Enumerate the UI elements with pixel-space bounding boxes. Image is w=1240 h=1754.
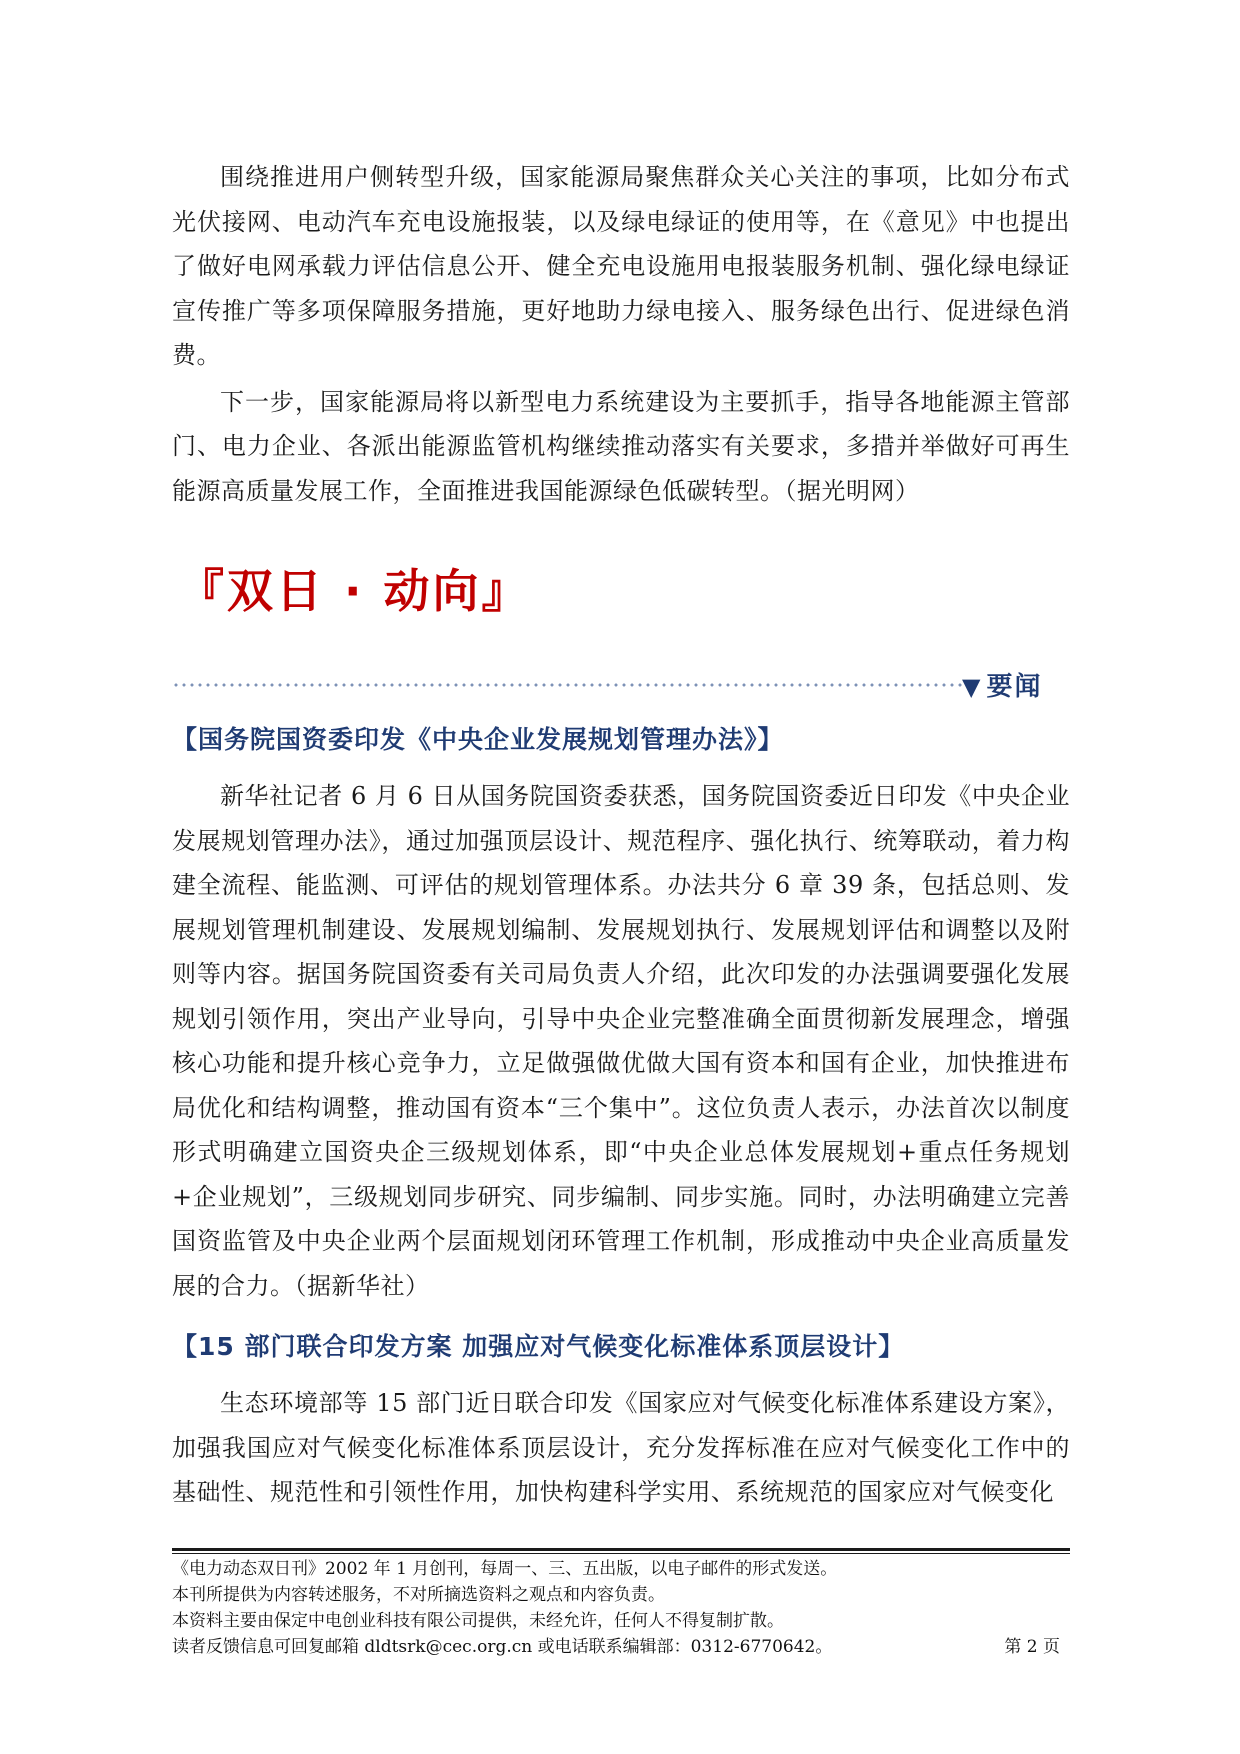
footer-line-4-row <box>172 1634 1070 1660</box>
dotted-line <box>172 683 962 687</box>
intro-text <box>172 155 1070 514</box>
intro-paragraph-1: 围绕推进用户侧转型升级，国家能源局聚焦群众关心关注的事项，比如分布式光伏接网、电动汽车充电设施报装，以及绿电绿证的使用等，在《意见》中也提出了做好电网承载力评估信息公开、健全充电设施用电报装服务机制、强化绿电绿证宣传推广等多项保障服务措施，更好地助力绿电接入、服务绿色出行、促进绿色消费。 <box>172 163 1070 369</box>
footer <box>172 1556 1070 1660</box>
footer-rule <box>172 1548 1070 1551</box>
article-1 <box>172 720 1070 1309</box>
footer-line-3: 本资料主要由保定中电创业科技有限公司提供，未经允许，任何人不得复制扩散。 <box>172 1611 784 1631</box>
article-1-body: 新华社记者 6 月 6 日从国务院国资委获悉，国务院国资委近日印发《中央企业发展规划管理办法》，通过加强顶层设计、规范程序、强化执行、统筹联动，着力构建全流程、能监测、可评估的规划管理体系。办法共分 6 章 39 条，包括总则、发展规划管理机制建设、发展规划编制、发展规划执行、发展规划评估和调整以及附则等内容。据国务院国资委有关司局负责人介绍，此次印发的办法强调要强化发展规划引领作用，突出产业导向，引导中央企业完整准确全面贯彻新发展理念，增强核心功能和提升核心竞争力，立足做强做优做大国有资本和国有企业，加快推进布局优化和结构调整，推动国有资本“三个集中”。这位负责人表示，办法首次以制度形式明确建立国资央企三级规划体系，即“中央企业总体发展规划+重点任务规划+企业规划”，三级规划同步研究、同步编制、同步实施。同时，办法明确建立完善国资监管及中央企业两个层面规划闭环管理工作机制，形成推动中央企业高质量发展的合力。（据新华社） <box>172 782 1070 1300</box>
page-number: 第 2 页 <box>1004 1637 1060 1657</box>
section-divider <box>172 666 1070 706</box>
footer-rule-thin <box>172 1553 1070 1554</box>
article-2-body: 生态环境部等 15 部门近日联合印发《国家应对气候变化标准体系建设方案》，加强我国应对气候变化标准体系顶层设计，充分发挥标准在应对气候变化工作中的基础性、规范性和引领性作用，加快构建科学实用、系统规范的国家应对气候变化 <box>172 1389 1070 1506</box>
news-tag <box>962 666 1042 703</box>
footer-line-4: 读者反馈信息可回复邮箱 dldtsrk@cec.org.cn 或电话联系编辑部：0312-6770642。 <box>172 1637 833 1657</box>
news-tag-label: 要闻 <box>986 672 1043 702</box>
article-1-headline: 【国务院国资委印发《中央企业发展规划管理办法》】 <box>172 725 784 754</box>
triangle-down-icon: ▼ <box>962 673 983 701</box>
footer-line-2: 本刊所提供为内容转述服务，不对所摘选资料之观点和内容负责。 <box>172 1585 665 1605</box>
article-2 <box>172 1327 1070 1516</box>
intro-paragraph-2: 下一步，国家能源局将以新型电力系统建设为主要抓手，指导各地能源主管部门、电力企业、各派出能源监管机构继续推动落实有关要求，多措并举做好可再生能源高质量发展工作，全面推进我国能源绿色低碳转型。（据光明网） <box>172 387 1070 505</box>
section-title: 『双日 · 动向』 <box>178 564 531 618</box>
footer-line-1: 《电力动态双日刊》2002 年 1 月创刊，每周一、三、五出版，以电子邮件的形式发送。 <box>172 1559 838 1579</box>
article-2-headline: 【15 部门联合印发方案 加强应对气候变化标准体系顶层设计】 <box>172 1332 905 1361</box>
